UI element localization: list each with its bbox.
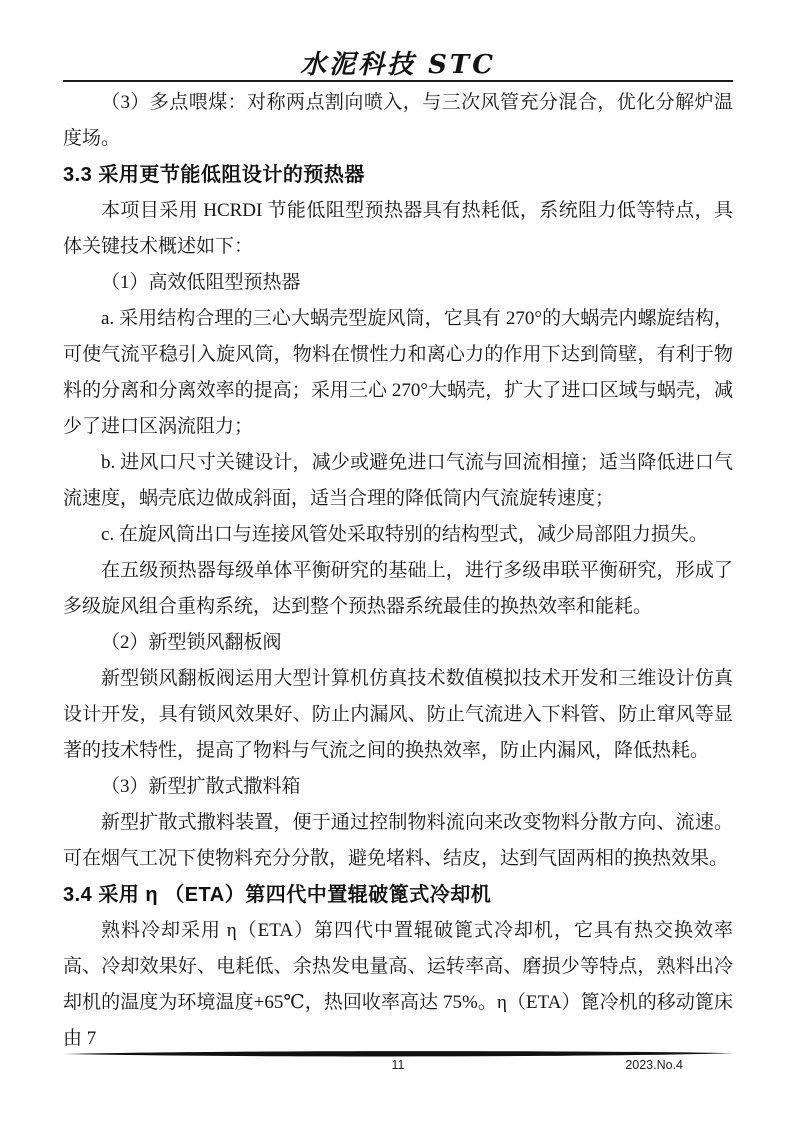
header-rule xyxy=(63,80,733,82)
journal-title: 水泥科技 STC xyxy=(300,50,496,80)
paragraph-item-c-outlet: c. 在旋风筒出口与连接风管处采取特别的结构型式，减少局部阻力损失。 xyxy=(101,524,708,545)
paragraph-item-a-volute: a. 采用结构合理的三心大蜗壳型旋风筒，它具有 270°的大蜗壳内螺旋结构，可使气流平稳引入旋风筒，物料在惯性力和离心力的作用下达到筒壁，有利于物料的分离和分离效率的提高；采用三心 270°大蜗壳，扩大了进口区域与蜗壳，减少了进口区涡流阻力； xyxy=(63,308,733,437)
paragraph-eta-cooler: 熟料冷却采用 η（ETA）第四代中置辊破篦式冷却机，它具有热交换效率高、冷却效果好、电耗低、余热发电量高、运转率高、磨损少等特点，熟料出冷却机的温度为环境温度+65℃，热回收率高达 75%。η（ETA）篦冷机的移动篦床由 7 xyxy=(63,920,733,1049)
journal-header xyxy=(63,44,733,81)
issue-number: 2023.No.4 xyxy=(625,1058,683,1072)
paragraph-flap-valve-detail: 新型锁风翻板阀运用大型计算机仿真技术数值模拟技术开发和三维设计仿真设计开发，具有锁风效果好、防止内漏风、防止气流进入下料管、防止窜风等显著的技术特性，提高了物料与气流之间的换热效率，防止内漏风，降低热耗。 xyxy=(63,668,733,761)
paragraph-item-b-inlet: b. 进风口尺寸关键设计，减少或避免进口气流与回流相撞；适当降低进口气流速度，蜗壳底边做成斜面，适当合理的降低筒内气流旋转速度； xyxy=(63,452,733,509)
page-footer xyxy=(63,1058,733,1076)
subheading-item-3-spreader-box: （3）新型扩散式撒料箱 xyxy=(101,776,301,797)
footer-rule xyxy=(63,1050,733,1058)
page-number: 11 xyxy=(391,1058,405,1072)
paragraph-multipoint-coal-feed: （3）多点喂煤：对称两点割向喷入，与三次风管充分混合，优化分解炉温度场。 xyxy=(63,92,733,149)
section-heading-3-3: 3.3 采用更节能低阻设计的预热器 xyxy=(63,164,365,186)
paragraph-five-stage-balance: 在五级预热器每级单体平衡研究的基础上，进行多级串联平衡研究，形成了多级旋风组合重构系统，达到整个预热器系统最佳的换热效率和能耗。 xyxy=(63,560,733,617)
document-body xyxy=(63,85,733,1057)
subheading-item-2-flap-valve: （2）新型锁风翻板阀 xyxy=(101,632,282,653)
paragraph-hcrdi-intro: 本项目采用 HCRDI 节能低阻型预热器具有热耗低，系统阻力低等特点，具体关键技术概述如下： xyxy=(63,200,733,257)
paragraph-spreader-detail: 新型扩散式撒料装置，便于通过控制物料流向来改变物料分散方向、流速。可在烟气工况下使物料充分分散，避免堵料、结皮，达到气固两相的换热效果。 xyxy=(63,812,733,869)
subheading-item-1-preheater: （1）高效低阻型预热器 xyxy=(101,272,301,293)
section-heading-3-4: 3.4 采用 η （ETA）第四代中置辊破篦式冷却机 xyxy=(63,884,492,906)
